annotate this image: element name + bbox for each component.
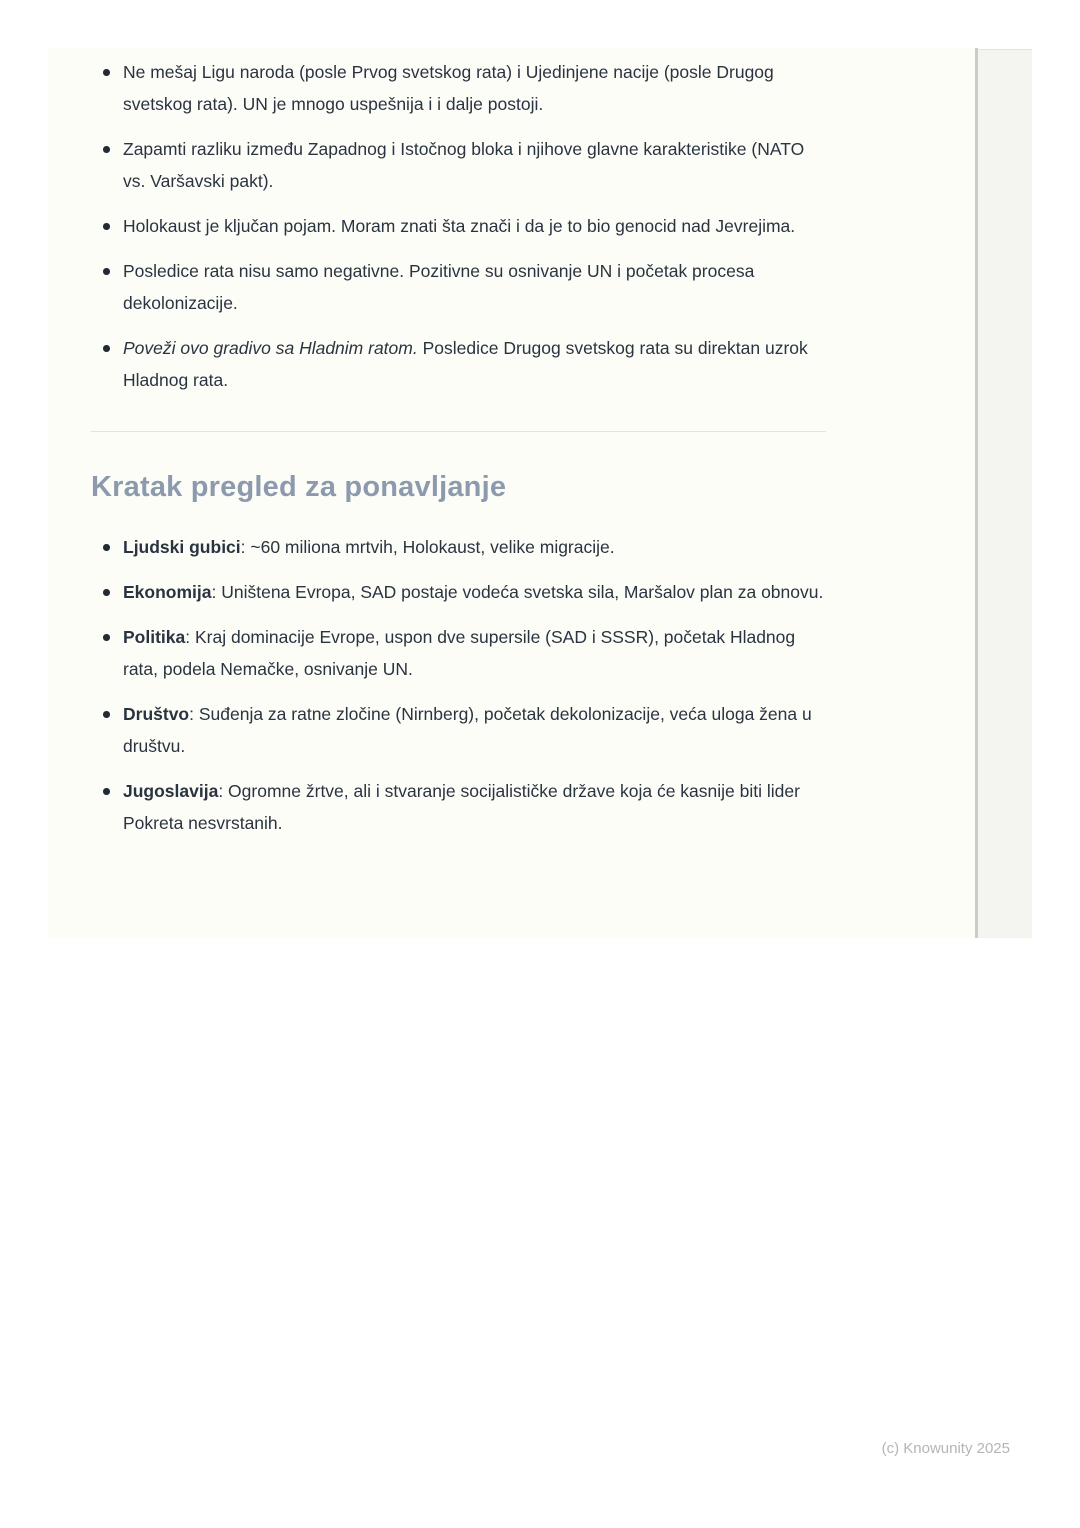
list-item-lead: Ekonomija [123, 582, 212, 602]
list-item: Jugoslavija: Ogromne žrtve, ali i stvaranje socijalističke države koja će kasnije biti lider Pokreta nesvrstanih. [91, 775, 826, 839]
next-page-edge [978, 49, 1032, 938]
list-item-lead: Ljudski gubici [123, 537, 241, 557]
list-item: Zapamti razliku između Zapadnog i Istočnog bloka i njihove glavne karakteristike (NATO vs. Varšavski pakt). [91, 133, 826, 197]
list-item: Poveži ovo gradivo sa Hladnim ratom. Posledice Drugog svetskog rata su direktan uzrok Hladnog rata. [91, 332, 826, 396]
list-item-lead: Poveži ovo gradivo sa Hladnim ratom. [123, 338, 418, 358]
notes-list [91, 56, 826, 396]
document-page [48, 48, 976, 938]
list-item-lead: Politika [123, 627, 186, 647]
page-content [91, 56, 826, 852]
list-item: Ekonomija: Uništena Evropa, SAD postaje vodeća svetska sila, Maršalov plan za obnovu. [91, 576, 826, 608]
list-item: Društvo: Suđenja za ratne zločine (Nirnberg), početak dekolonizacije, veća uloga žena u društvu. [91, 698, 826, 762]
section-divider [91, 431, 826, 432]
list-item: Posledice rata nisu samo negativne. Pozitivne su osnivanje UN i početak procesa dekolonizacije. [91, 255, 826, 319]
summary-list [91, 531, 826, 839]
list-item-lead: Jugoslavija [123, 781, 219, 801]
list-item: Holokaust je ključan pojam. Moram znati šta znači i da je to bio genocid nad Jevrejima. [91, 210, 826, 242]
list-item: Ne mešaj Ligu naroda (posle Prvog svetskog rata) i Ujedinjene nacije (posle Drugog svetskog rata). UN je mnogo uspešnija i i dalje postoji. [91, 56, 826, 120]
footer-copyright: (c) Knowunity 2025 [881, 1440, 1010, 1457]
list-item: Ljudski gubici: ~60 miliona mrtvih, Holokaust, velike migracije. [91, 531, 826, 563]
section-heading: Kratak pregled za ponavljanje [91, 471, 507, 503]
list-item: Politika: Kraj dominacije Evrope, uspon dve supersile (SAD i SSSR), početak Hladnog rata, podela Nemačke, osnivanje UN. [91, 621, 826, 685]
list-item-lead: Društvo [123, 704, 190, 724]
